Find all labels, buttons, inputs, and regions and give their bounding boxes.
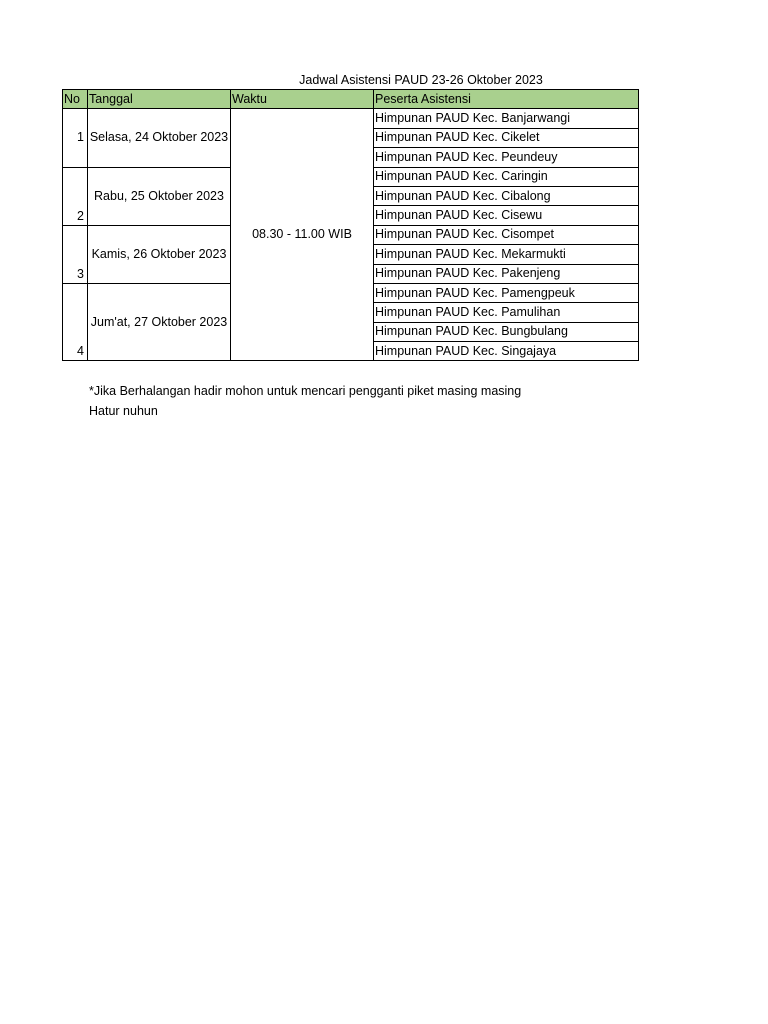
row-number: 2 [63, 167, 88, 225]
document-title: Jadwal Asistensi PAUD 23-26 Oktober 2023 [299, 73, 543, 87]
participant-cell: Himpunan PAUD Kec. Caringin [374, 167, 639, 186]
row-date: Kamis, 26 Oktober 2023 [88, 225, 231, 283]
participant-cell: Himpunan PAUD Kec. Pamengpeuk [374, 283, 639, 302]
row-date: Selasa, 24 Oktober 2023 [88, 109, 231, 167]
schedule-table [62, 89, 639, 361]
participant-cell: Himpunan PAUD Kec. Cisompet [374, 225, 639, 244]
participant-cell: Himpunan PAUD Kec. Bungbulang [374, 322, 639, 341]
notes [89, 381, 521, 421]
header-participants: Peserta Asistensi [374, 90, 639, 109]
table-header-row [63, 90, 639, 109]
header-time: Waktu [231, 90, 374, 109]
row-number: 4 [63, 283, 88, 361]
row-date: Jum'at, 27 Oktober 2023 [88, 283, 231, 361]
note-line: Hatur nuhun [89, 404, 158, 418]
participant-cell: Himpunan PAUD Kec. Cisewu [374, 206, 639, 225]
participant-cell: Himpunan PAUD Kec. Singajaya [374, 342, 639, 361]
row-number: 3 [63, 225, 88, 283]
row-date: Rabu, 25 Oktober 2023 [88, 167, 231, 225]
participant-cell: Himpunan PAUD Kec. Peundeuy [374, 148, 639, 167]
header-date: Tanggal [88, 90, 231, 109]
participant-cell: Himpunan PAUD Kec. Cibalong [374, 186, 639, 205]
participant-cell: Himpunan PAUD Kec. Cikelet [374, 128, 639, 147]
participant-cell: Himpunan PAUD Kec. Pakenjeng [374, 264, 639, 283]
row-number: 1 [63, 109, 88, 167]
header-no: No [63, 90, 88, 109]
note-line: *Jika Berhalangan hadir mohon untuk mencari pengganti piket masing masing [89, 384, 522, 398]
time-cell: 08.30 - 11.00 WIB [231, 109, 374, 361]
participant-cell: Himpunan PAUD Kec. Banjarwangi [374, 109, 639, 128]
table-row [63, 109, 639, 128]
participant-cell: Himpunan PAUD Kec. Mekarmukti [374, 245, 639, 264]
participant-cell: Himpunan PAUD Kec. Pamulihan [374, 303, 639, 322]
